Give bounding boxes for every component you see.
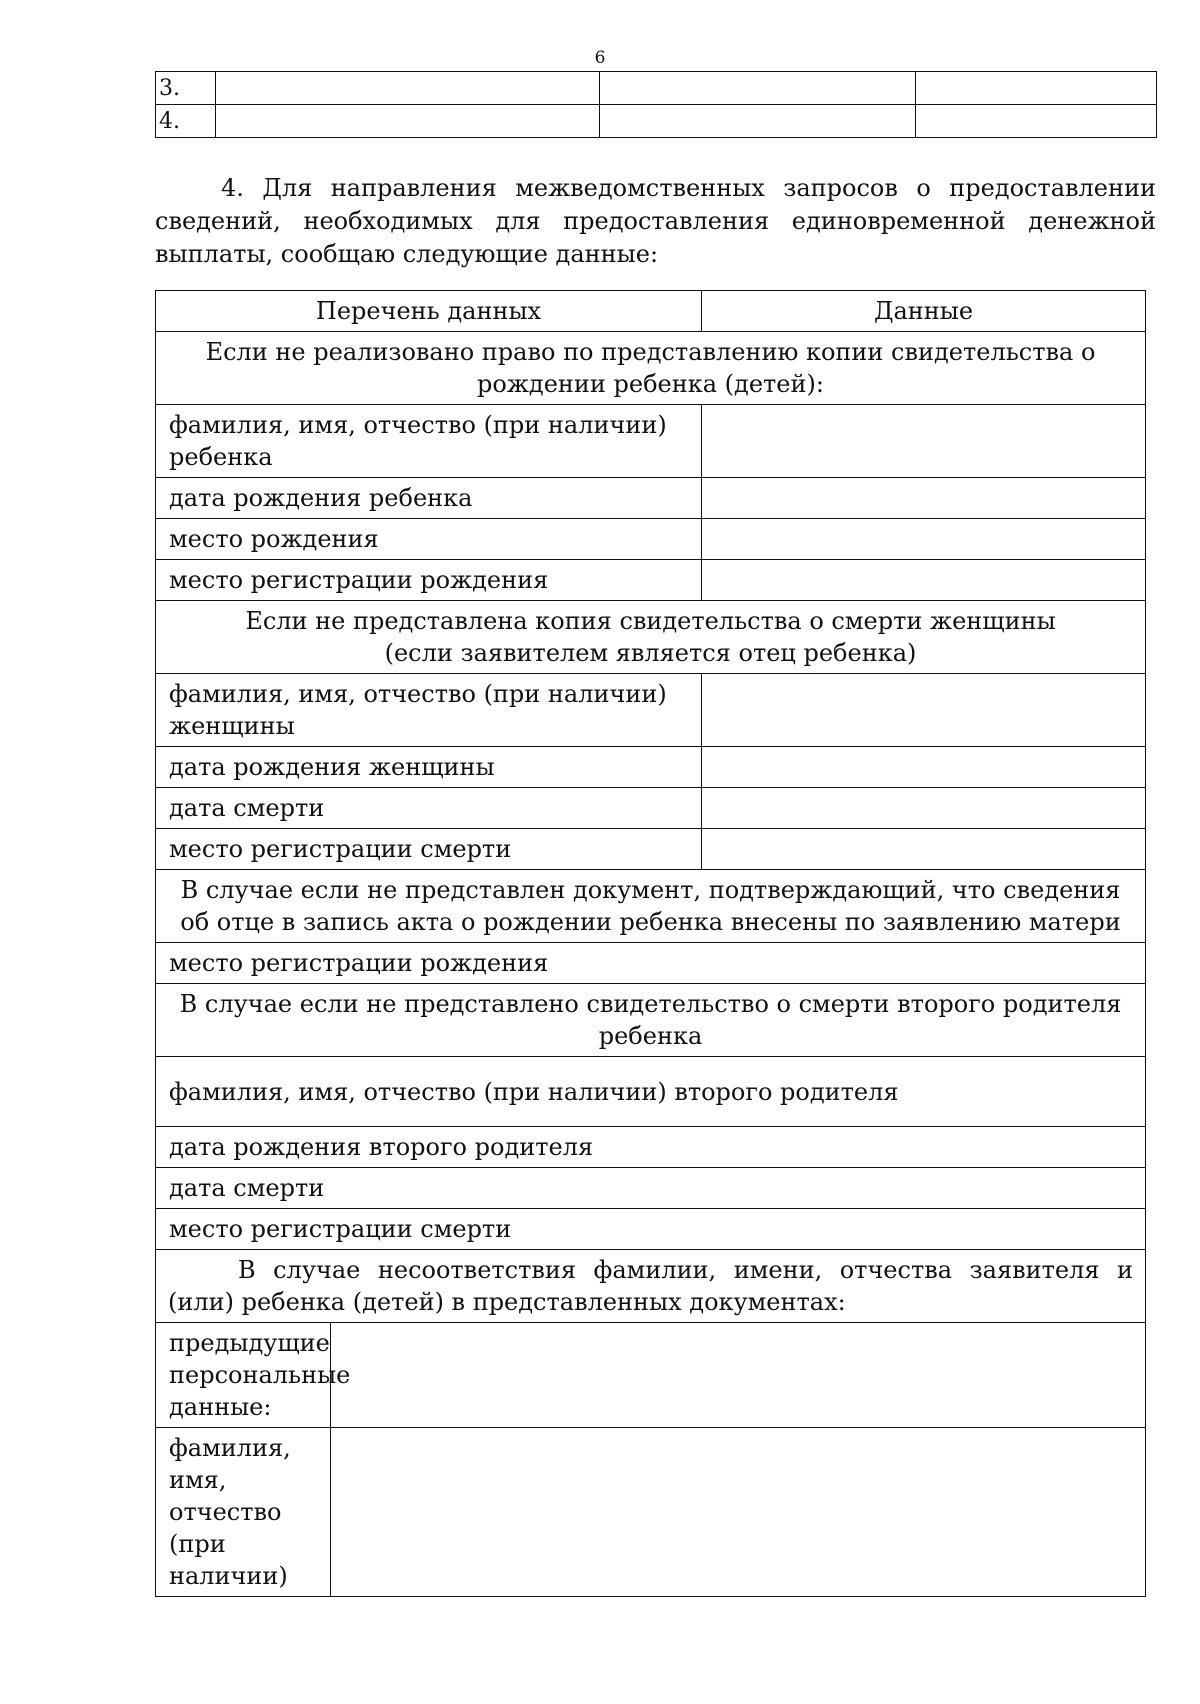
section-header <box>156 601 1146 674</box>
data-input-cell[interactable] <box>702 519 1146 560</box>
data-input-cell[interactable] <box>702 829 1146 870</box>
section-title: Если не реализовано право по представлению копии свидетельства о рождении ребенка (детей): <box>156 332 1146 405</box>
section-title: В случае если не представлен документ, подтверждающий, что сведения об отце в запись акта о рождении ребенка внесены по заявлению матери <box>156 870 1146 943</box>
row-number: 3. <box>156 72 216 105</box>
empty-cell <box>216 105 600 138</box>
field-label: место рождения <box>156 519 702 560</box>
section-title: В случае несоответствия фамилии, имени, отчества заявителя и (или) ребенка (детей) в представленных документах: <box>156 1250 1146 1323</box>
table-row <box>156 1323 1146 1428</box>
table-row <box>156 1127 1146 1168</box>
data-input-cell[interactable] <box>702 788 1146 829</box>
paragraph-text: 4. Для направления межведомственных запросов о предоставлении сведений, необходимых для предоставления единовременной денежной выплаты, сообщаю следующие данные: <box>155 174 1156 268</box>
field-label: место регистрации смерти <box>156 829 702 870</box>
section-header <box>156 870 1146 943</box>
field-label: дата смерти <box>156 788 702 829</box>
section-title-line: (если заявителем является отец ребенка) <box>384 639 917 667</box>
field-label: предыдущие персональные данные: <box>156 1323 331 1428</box>
column-header-data: Данные <box>702 291 1146 332</box>
section-header <box>156 1250 1146 1323</box>
data-input-cell[interactable] <box>702 405 1146 478</box>
field-label: место регистрации смерти <box>156 1209 1146 1250</box>
field-label: фамилия, имя, отчество (при наличии) женщины <box>156 674 702 747</box>
empty-cell <box>600 72 916 105</box>
section-header <box>156 984 1146 1057</box>
table-row <box>156 478 1146 519</box>
field-label: фамилия, имя, отчество (при наличии) второго родителя <box>156 1057 1146 1127</box>
field-label: место регистрации рождения <box>156 560 702 601</box>
data-input-cell[interactable] <box>331 1323 1146 1428</box>
page-number: 6 <box>594 48 606 68</box>
table-row <box>156 405 1146 478</box>
section-header <box>156 332 1146 405</box>
intro-paragraph <box>155 172 1156 271</box>
field-label: дата смерти <box>156 1168 1146 1209</box>
data-input-cell[interactable] <box>331 1428 1146 1597</box>
field-label: фамилия, имя, отчество (при наличии) ребенка <box>156 405 702 478</box>
empty-cell <box>916 105 1157 138</box>
table-row <box>156 674 1146 747</box>
row-number: 4. <box>156 105 216 138</box>
data-input-cell[interactable] <box>702 560 1146 601</box>
data-input-cell[interactable] <box>702 674 1146 747</box>
data-table <box>155 290 1146 1597</box>
table-row <box>156 1057 1146 1127</box>
header-row <box>156 291 1146 332</box>
section-title: В случае если не представлено свидетельство о смерти второго родителя ребенка <box>156 984 1146 1057</box>
table-row <box>156 72 1157 105</box>
empty-cell <box>600 105 916 138</box>
field-label: дата рождения ребенка <box>156 478 702 519</box>
empty-cell <box>216 72 600 105</box>
table-row <box>156 829 1146 870</box>
table-row <box>156 747 1146 788</box>
field-label: дата рождения второго родителя <box>156 1127 1146 1168</box>
field-label: место регистрации рождения <box>156 943 1146 984</box>
table-row <box>156 1168 1146 1209</box>
table-row <box>156 519 1146 560</box>
table-row <box>156 1209 1146 1250</box>
field-label: дата рождения женщины <box>156 747 702 788</box>
table-row <box>156 560 1146 601</box>
data-input-cell[interactable] <box>702 747 1146 788</box>
section-title-line: Если не представлена копия свидетельства о смерти женщины <box>245 607 1056 635</box>
table-row <box>156 105 1157 138</box>
table-row <box>156 943 1146 984</box>
section-title <box>156 601 1146 674</box>
table-row <box>156 1428 1146 1597</box>
column-header-list: Перечень данных <box>156 291 702 332</box>
field-label: фамилия, имя, отчество (при наличии) <box>156 1428 331 1597</box>
table-row <box>156 788 1146 829</box>
top-continuation-table <box>155 71 1157 138</box>
data-input-cell[interactable] <box>702 478 1146 519</box>
empty-cell <box>916 72 1157 105</box>
